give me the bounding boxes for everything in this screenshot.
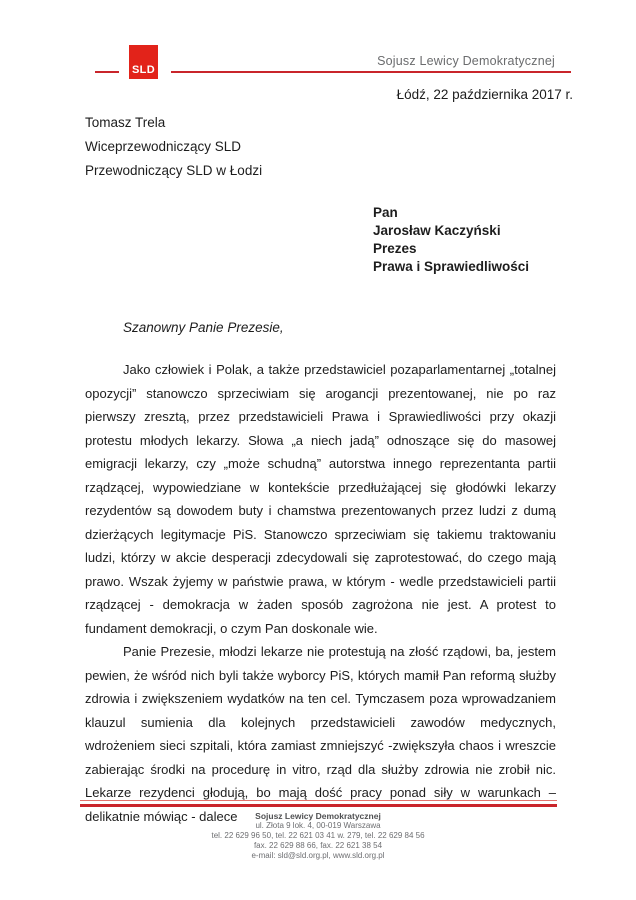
letter-date: Łódź, 22 października 2017 r. bbox=[396, 87, 573, 102]
recipient-block bbox=[373, 204, 529, 276]
footer-faxes: fax. 22 629 88 66, fax. 22 621 38 54 bbox=[253, 841, 383, 850]
recipient-line-1: Pan bbox=[373, 205, 398, 220]
footer-org-name: Sojusz Lewicy Demokratycznej bbox=[255, 811, 381, 821]
footer-address: ul. Złota 9 lok. 4, 00-019 Warszawa bbox=[255, 821, 381, 830]
sender-block bbox=[85, 111, 262, 183]
footer-email-web: e-mail: sld@sld.org.pl, www.sld.org.pl bbox=[251, 851, 385, 860]
sld-logo-text: SLD bbox=[132, 64, 155, 76]
salutation: Szanowny Panie Prezesie, bbox=[123, 320, 284, 335]
letterhead-left-rule bbox=[95, 71, 119, 73]
letterhead-org-name: Sojusz Lewicy Demokratycznej bbox=[377, 54, 555, 68]
footer-phones: tel. 22 629 96 50, tel. 22 621 03 41 w. 279, tel. 22 629 84 56 bbox=[211, 831, 425, 840]
body-paragraph-2: Panie Prezesie, młodzi lekarze nie protestują na złość rządowi, ba, jestem pewien, że wśród nich byli także wyborcy PiS, których mamił Pan reformą służby zdrowia i zwiększeniem wydatków na ten cel. Tymczasem poza wprowadzaniem klauzul sumienia dla kolejnych przedstawicieli zawodów medycznych, wdrożeniem sieci szpitali, która zamiast zmniejszyć -zwiększyła chaos i wreszcie zabierając środki na procedurę in vitro, rząd dla służby zdrowia nie zrobił nic. Lekarze rezydenci głodują, bo mają dość pracy ponad siły w warunkach – delikatnie mówiąc - dalece bbox=[85, 644, 556, 824]
sender-name: Tomasz Trela bbox=[85, 115, 166, 130]
footer-rule-thin bbox=[80, 800, 557, 801]
recipient-line-2: Jarosław Kaczyński bbox=[373, 223, 501, 238]
footer-rule-thick bbox=[80, 804, 557, 807]
footer-block bbox=[0, 811, 636, 861]
sender-title-1: Wiceprzewodniczący SLD bbox=[85, 139, 242, 154]
letterhead-right-rule bbox=[171, 71, 571, 73]
recipient-line-3: Prezes bbox=[373, 241, 417, 256]
sender-title-2: Przewodniczący SLD w Łodzi bbox=[85, 163, 263, 178]
recipient-line-4: Prawa i Sprawiedliwości bbox=[373, 259, 530, 274]
body-paragraph-1: Jako człowiek i Polak, a także przedstawiciel pozaparlamentarnej „totalnej opozycji” stanowczo sprzeciwiam się arogancji prezentowanej, nie po raz pierwszy zresztą, przez przedstawicieli Prawa i Sprawiedliwości przy okazji protestu młodych lekarzy. Słowa „a niech jadą” odnoszące się do masowej emigracji lekarzy, czy „może schudną” autorstwa innego reprezentanta partii rządzącej, wypowiedziane w kontekście przedłużającej się głodówki lekarzy rezydentów są dowodem buty i chamstwa prezentowanych przez ludzi z dumą dzierżących legitymacje PiS. Stanowczo sprzeciwiam się takiemu traktowaniu ludzi, którzy w akcie desperacji zdecydowali się zaprotestować, do czego mają prawo. Wszak żyjemy w państwie prawa, w którym - wedle przedstawicieli partii rządzącej - demokracja w żaden sposób zagrożona nie jest. A protest to fundament demokracji, o czym Pan doskonale wie. bbox=[85, 362, 556, 636]
sld-logo bbox=[129, 45, 158, 79]
letter-body bbox=[85, 358, 556, 828]
